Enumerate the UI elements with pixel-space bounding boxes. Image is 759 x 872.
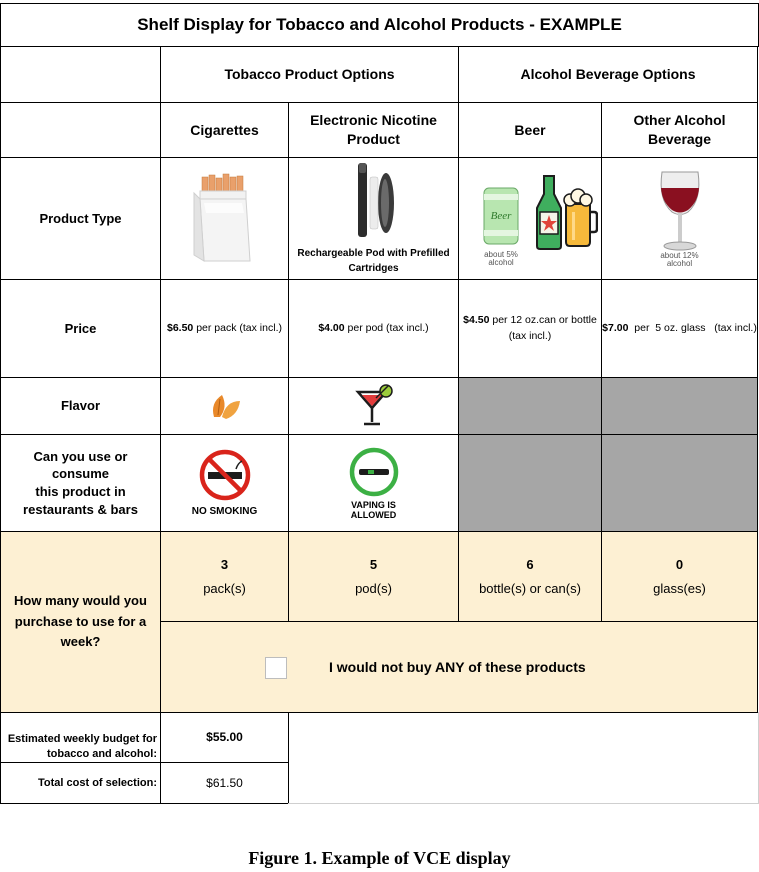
vaping-allowed-icon [348, 446, 400, 498]
page-title [0, 3, 759, 47]
product-header-other [601, 102, 758, 158]
flavor-beer-na [458, 377, 602, 435]
use-line3: restaurants & bars [23, 501, 138, 517]
tobacco-leaf-icon [208, 391, 242, 421]
wine-abv-line1: about 12% [660, 250, 699, 260]
other-label-line1: Other Alcohol [633, 112, 726, 129]
budget-value-text: $55.00 [206, 730, 243, 745]
use-beer-na [458, 434, 602, 532]
empty-area [288, 712, 759, 804]
enp-caption [297, 247, 449, 276]
enp-label-line2: Product [347, 131, 400, 147]
price-beer-unit2: (tax incl.) [508, 329, 552, 342]
flavor-other-na [601, 377, 758, 435]
wine-abv-line2: alcohol [666, 258, 693, 268]
flavor-text: Flavor [60, 398, 100, 414]
alcohol-group-header [458, 46, 758, 103]
budget-label-line2: tobacco and alcohol: [46, 748, 157, 761]
total-label-text: Total cost of selection: [38, 776, 157, 789]
enp-image-cell [288, 157, 459, 280]
price-cigarettes-amount: $6.50 [167, 321, 194, 334]
price-cigarettes [160, 279, 289, 378]
none-option-cell [160, 621, 758, 713]
no-smoking-icon [198, 448, 252, 502]
price-beer-amount: $4.50 [463, 313, 490, 326]
price-enp-amount: $4.00 [318, 321, 345, 334]
purchase-line3: week? [60, 634, 101, 650]
budget-label-line1: Estimated weekly budget for [7, 733, 157, 746]
price-beer [458, 279, 602, 378]
figure-caption [0, 848, 759, 869]
total-value-text: $61.50 [206, 775, 243, 790]
tobacco-group-label: Tobacco Product Options [224, 66, 395, 83]
total-label [0, 762, 161, 804]
beer-can-label: Beer [490, 210, 512, 222]
row-label-use-in-restaurants [0, 434, 161, 532]
alcohol-group-label: Alcohol Beverage Options [520, 66, 696, 83]
price-other-amount: $7.00 [602, 321, 629, 334]
beer-abv [481, 251, 521, 267]
vaping-allowed-label [351, 501, 397, 521]
qty-enp-unit: pod(s) [355, 580, 392, 596]
qty-enp-value: 5 [369, 556, 378, 572]
other-label-line2: Beverage [647, 131, 712, 147]
none-option-checkbox[interactable] [265, 657, 287, 679]
none-option-label: I would not buy ANY of these products [329, 659, 586, 675]
use-line1: Can you use or consume [33, 448, 128, 482]
vaping-line1: VAPING IS [351, 499, 396, 510]
price-text: Price [64, 320, 97, 336]
beer-glass-icon [562, 186, 598, 248]
use-cigarettes [160, 434, 289, 532]
budget-value [160, 712, 289, 763]
vape-pod-icon [344, 159, 404, 241]
beer-abv-line2: alcohol [488, 257, 514, 267]
row-label-product-type [0, 157, 161, 280]
price-enp-unit: per pod (tax incl.) [344, 321, 429, 334]
beer-label: Beer [514, 121, 546, 138]
price-enp [288, 279, 459, 378]
cigarettes-image-cell [160, 157, 289, 280]
enp-label-line1: Electronic Nicotine [310, 112, 437, 129]
cocktail-icon [354, 384, 394, 428]
qty-other[interactable] [601, 531, 758, 622]
enp-caption-line2: Cartridges [348, 262, 399, 274]
price-cigarettes-unit: per pack (tax incl.) [193, 321, 282, 334]
blank-header-cell [0, 46, 161, 103]
product-header-cigarettes [160, 102, 289, 158]
use-line2: this product in [35, 484, 126, 499]
flavor-cigarettes [160, 377, 289, 435]
price-other [601, 279, 758, 378]
qty-cigarettes[interactable] [160, 531, 289, 622]
row-label-purchase [0, 531, 161, 713]
beer-bottle-icon [533, 174, 565, 250]
title-text: Shelf Display for Tobacco and Alcohol Products - EXAMPLE [137, 14, 622, 34]
beer-can-icon [481, 186, 521, 246]
enp-caption-line1: Rechargeable Pod with Prefilled [297, 248, 450, 259]
wine-glass-icon [654, 170, 706, 252]
price-other-unit: per 5 oz. glass (tax incl.) [628, 321, 757, 334]
no-smoking-label: NO SMOKING [191, 505, 258, 517]
use-other-na [601, 434, 758, 532]
vaping-line2: ALLOWED [350, 509, 397, 520]
tobacco-group-header [160, 46, 459, 103]
wine-image-cell [601, 157, 758, 280]
cigarette-pack-icon [190, 173, 260, 265]
qty-beer[interactable] [458, 531, 602, 622]
qty-cigarettes-unit: pack(s) [203, 580, 246, 596]
qty-cigarettes-value: 3 [220, 556, 229, 572]
product-type-text: Product Type [39, 210, 122, 226]
purchase-line1: How many would you [14, 592, 147, 608]
use-enp [288, 434, 459, 532]
beer-can-group [481, 186, 521, 267]
beer-abv-line1: about 5% [484, 249, 518, 259]
qty-other-unit: glass(es) [653, 580, 706, 596]
budget-label [0, 712, 161, 763]
qty-enp[interactable] [288, 531, 459, 622]
price-beer-unit: per 12 oz.can or bottle [489, 313, 597, 326]
qty-beer-value: 6 [526, 556, 534, 572]
figure-caption-text: Figure 1. Example of VCE display [248, 848, 511, 868]
cigarettes-label: Cigarettes [190, 121, 259, 138]
product-header-beer [458, 102, 602, 158]
row-label-flavor [0, 377, 161, 435]
flavor-enp [288, 377, 459, 435]
blank-product-header-cell [0, 102, 161, 158]
qty-beer-unit: bottle(s) or can(s) [479, 580, 581, 596]
total-value [160, 762, 289, 804]
purchase-line2: purchase to use for a [14, 613, 147, 629]
wine-abv [660, 252, 698, 268]
row-label-price [0, 279, 161, 378]
beer-image-cell [458, 157, 602, 280]
qty-other-value: 0 [675, 556, 684, 572]
product-header-enp [288, 102, 459, 158]
